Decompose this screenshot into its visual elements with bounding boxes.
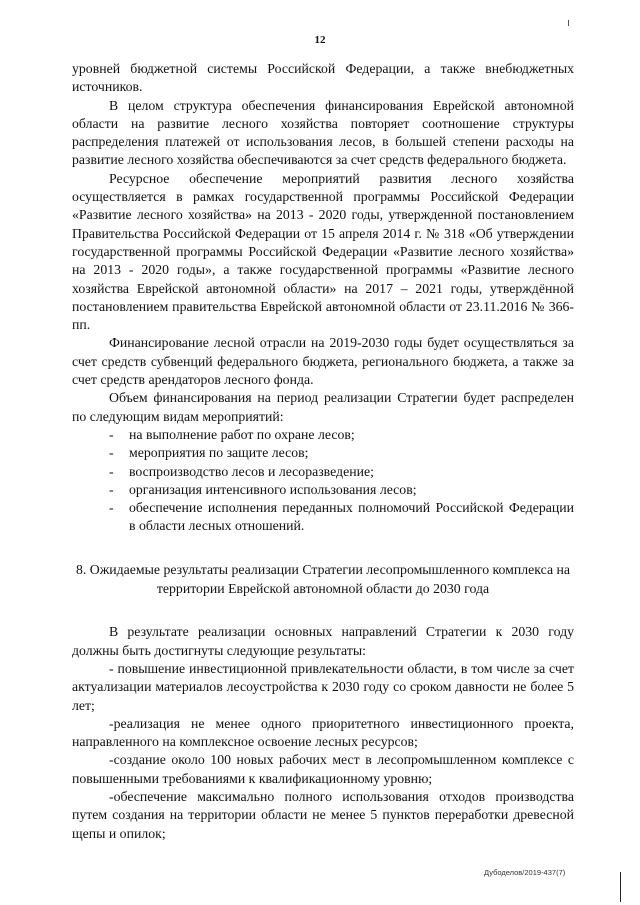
page-number: 12 — [314, 34, 326, 46]
paragraph: уровней бюджетной системы Российской Федерации, а также внебюджетных источников. — [72, 61, 574, 95]
list-item: - организация интенсивного использования лесов; — [72, 481, 574, 499]
paragraph: Ресурсное обеспечение мероприятий развития лесного хозяйства осуществляется в рамках государственной программы Российской Федерации «Развитие лесного хозяйства» на 2013 - 2020 годы, утвержденной постановлением Правительства Российской Федерации от 15 апреля 2014 г. № 318 «Об утверждении государственной программы Российской Федерации «Развитие лесного хозяйства» на 2013 - 2020 годы», а также государственной программы «Развитие лесного хозяйства Еврейской автономной области» на 2017 – 2021 годы, утверждённой постановлением правительства Еврейской автономной области от 23.11.2016 № 366-пп. — [72, 170, 574, 333]
scan-edge-mark — [568, 20, 569, 26]
bullet-dash: - — [109, 500, 114, 516]
list-item: - обеспечение исполнения переданных полномочий Российской Федерации в области лесных отношений. — [109, 500, 574, 534]
list-item: - на выполнение работ по охране лесов; — [72, 426, 574, 444]
paragraph: -обеспечение максимально полного использования отходов производства путем создания на территории области не менее 5 пунктов переработки древесной щепы и опилок; — [72, 788, 574, 841]
footer-code: Дубоделов/2019-437(7) — [484, 868, 566, 877]
list-item: - мероприятия по защите лесов; — [72, 444, 574, 462]
bullet-dash: - — [109, 481, 114, 497]
list-item: - воспроизводство лесов и лесоразведение; — [72, 463, 574, 481]
document-body — [72, 60, 574, 843]
bullet-dash: - — [109, 463, 114, 479]
paragraph: Финансирование лесной отрасли на 2019-2030 годы будет осуществляться за счет средств субвенций федерального бюджета, регионального бюджета, а также за счет средств арендаторов лесного фонда. — [72, 335, 574, 388]
paragraph: Объем финансирования на период реализации Стратегии будет распределен по следующим видам мероприятий: — [72, 390, 574, 424]
paragraph: - повышение инвестиционной привлекательности области, в том числе за счет актуализации материалов лесоустройства к 2030 году со сроком давности не более 5 лет; — [72, 660, 574, 713]
paragraph: В целом структура обеспечения финансирования Еврейской автономной области на развитие лесного хозяйства повторяет соотношение структуры распределения платежей от использования лесов, в большей степени расходы на развитие лесного хозяйства обеспечиваются за счет средств федерального бюджета. — [72, 97, 574, 168]
section-title: 8. Ожидаемые результаты реализации Стратегии лесопромышленного комплекса на территории Еврейской автономной области до 2030 года — [75, 561, 571, 596]
bullet-dash: - — [109, 426, 114, 442]
paragraph: В результате реализации основных направлений Стратегии к 2030 году должны быть достигнуты следующие результаты: — [72, 624, 574, 658]
scan-edge-mark — [620, 872, 621, 902]
bullet-dash: - — [109, 445, 114, 461]
paragraph: -создание около 100 новых рабочих мест в лесопромышленном комплексе с повышенными требованиями к квалификационному уровню; — [72, 752, 574, 786]
paragraph: -реализация не менее одного приоритетного инвестиционного проекта, направленного на комплексное освоение лесных ресурсов; — [72, 715, 574, 750]
funding-activities-list — [72, 426, 574, 536]
